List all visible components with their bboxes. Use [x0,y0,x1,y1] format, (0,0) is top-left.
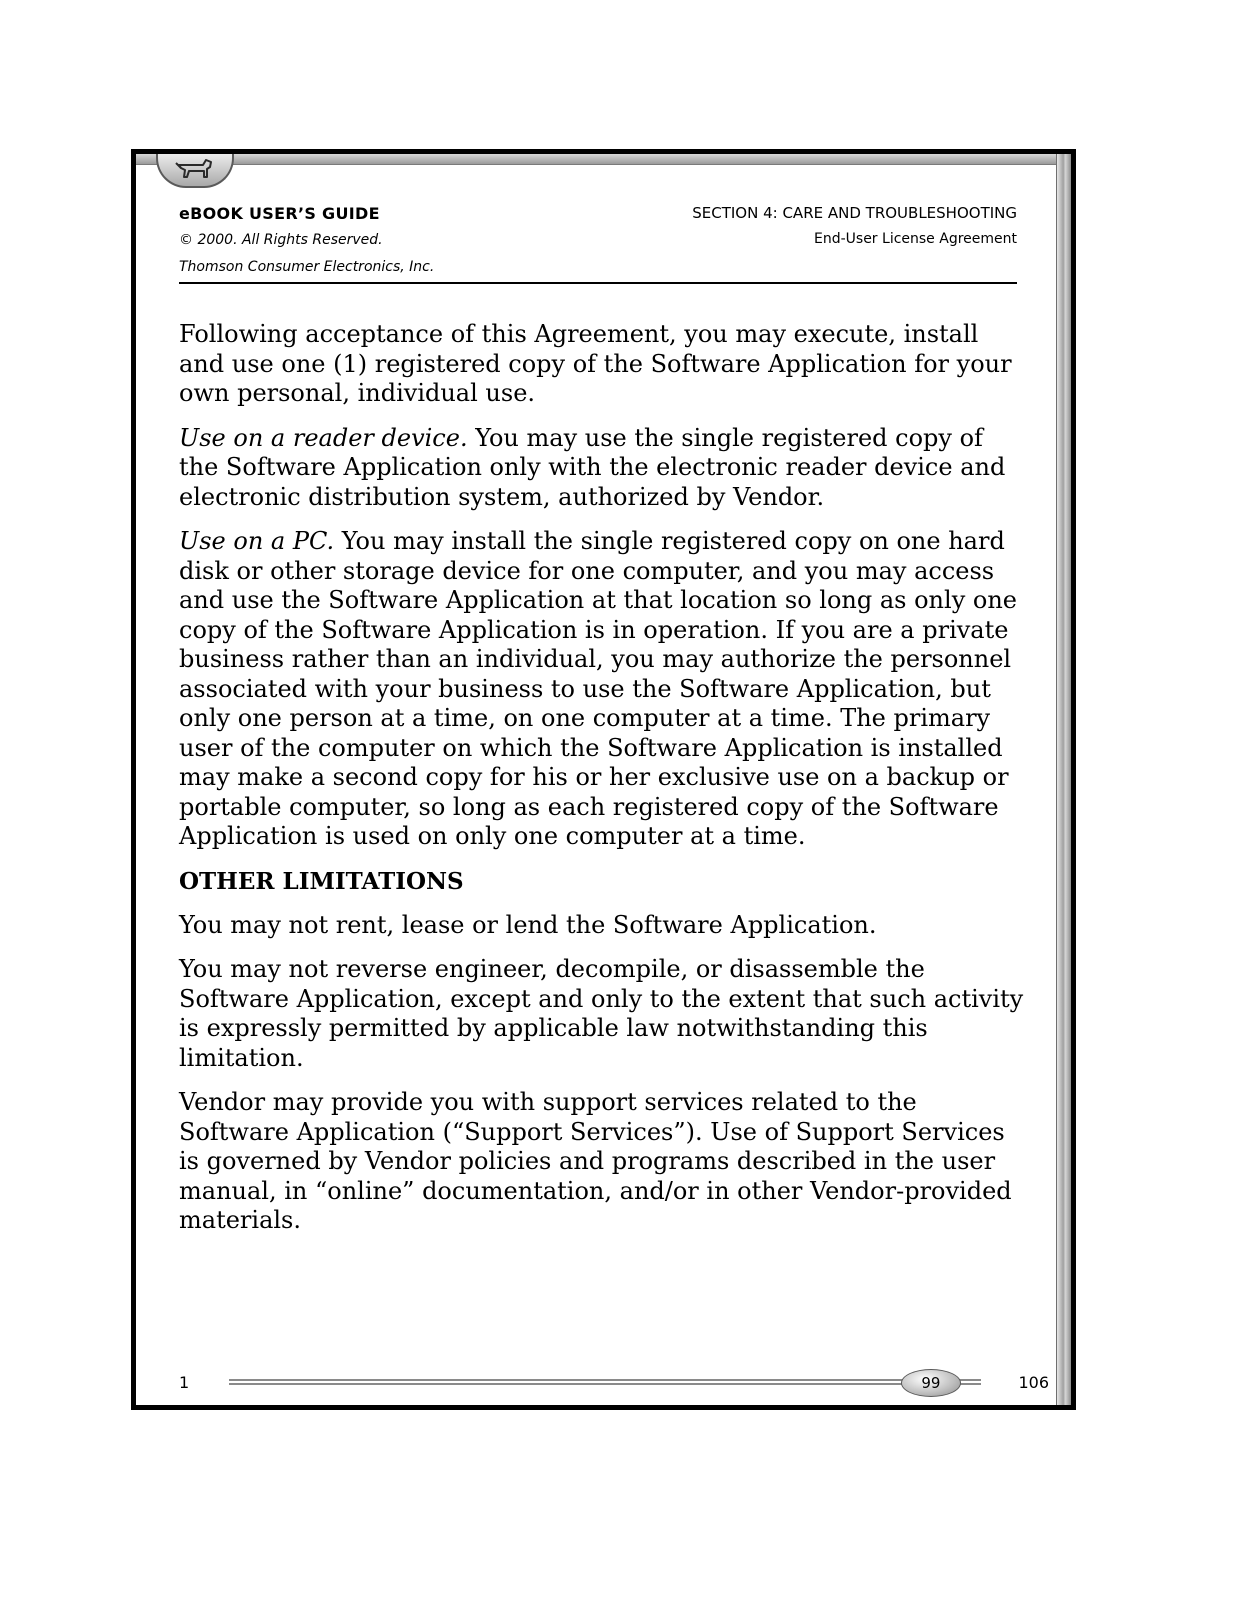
page-navigator [179,1369,1049,1399]
copyright-notice: © 2000. All Rights Reserved. [179,232,383,248]
right-scroll-rail[interactable] [1056,154,1071,1405]
ebook-window [131,149,1076,1410]
page-header [179,198,1017,284]
page-content [179,320,1024,1251]
company-name: Thomson Consumer Electronics, Inc. [179,259,435,275]
paragraph [179,527,1024,852]
section-heading: OTHER LIMITATIONS [179,867,464,895]
paragraph: Following acceptance of this Agreement, you may execute, install and use one (1) registered copy of the Software Application for your own personal, individual use. [179,320,1012,407]
paragraph [179,424,1024,513]
paragraph: Vendor may provide you with support services related to the Software Application (“Support Services”). Use of Support Services is governed by Vendor policies and programs described in the user manual, in “online” documentation, and/or in other Vendor-provided materials. [179,1088,1012,1234]
paragraph: You may not rent, lease or lend the Software Application. [179,910,877,939]
subsection-title: End-User License Agreement [814,231,1017,247]
current-page-number: 99 [921,1374,941,1392]
page-slider-thumb[interactable] [901,1369,961,1397]
paragraph-lead: Use on a reader device. [179,423,468,452]
paragraph-body: You may use the single registered copy of the Software Application only with the electronic reader device and electronic distribution system, authorized by Vendor. [179,423,1006,511]
home-button[interactable] [156,154,234,188]
page-slider-track[interactable] [229,1374,981,1392]
last-page-number: 106 [1018,1373,1049,1392]
section-title: SECTION 4: CARE AND TROUBLESHOOTING [692,204,1017,222]
dog-icon [173,157,217,183]
first-page-number: 1 [179,1373,190,1392]
paragraph-lead: Use on a PC. [179,527,335,555]
guide-title: eBOOK USER’S GUIDE [179,204,380,223]
paragraph-body: You may install the single registered copy on one hard disk or other storage device for one computer, and you may access and use the Software Application at that location so long as only one copy of the Software Application is in operation. If you are a private business rather than an individual, you may authorize the personnel associated with your business to use the Software Application, but only one person at a time, on one computer at a time. The primary user of the computer on which the Software Application is installed may make a second copy for his or her exclusive use on a backup or portable computer, so long as each registered copy of the Software Application is used on only one computer at a time. [179,527,1017,850]
paragraph: You may not reverse engineer, decompile, or disassemble the Software Application, except and only to the extent that such activity is expressly permitted by applicable law notwithstanding this limitation. [179,955,1024,1072]
top-rail [136,154,1057,165]
